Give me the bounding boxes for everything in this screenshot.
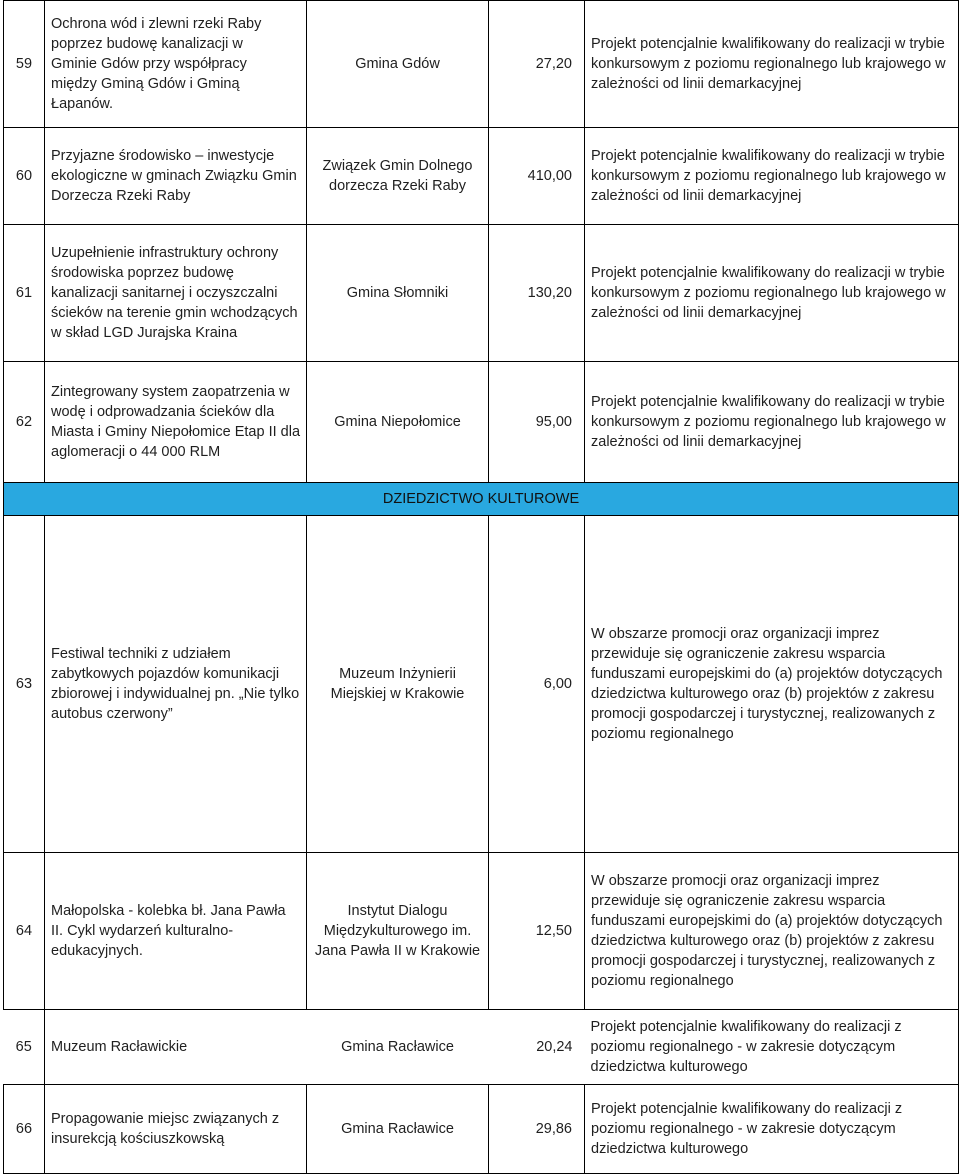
- beneficiary: Gmina Racławice: [307, 1085, 489, 1174]
- section-heading: DZIEDZICTWO KULTUROWE: [4, 483, 959, 516]
- implementation-mode: Projekt potencjalnie kwalifikowany do realizacji w trybie konkursowym z poziomu regionalnego lub krajowego w zależności od linii demarkacyjnej: [585, 362, 959, 483]
- project-name: Propagowanie miejsc związanych z insurekcją kościuszkowską: [45, 1085, 307, 1174]
- beneficiary: Gmina Gdów: [307, 1, 489, 128]
- beneficiary: Gmina Racławice: [341, 1039, 454, 1055]
- implementation-mode: Projekt potencjalnie kwalifikowany do realizacji w trybie konkursowym z poziomu regionalnego lub krajowego w zależności od linii demarkacyjnej: [585, 1, 959, 128]
- amount: 95,00: [489, 362, 585, 483]
- row-number: 61: [4, 225, 45, 362]
- row-number: 63: [4, 516, 45, 853]
- project-name: Uzupełnienie infrastruktury ochrony środowiska poprzez budowę kanalizacji sanitarnej i oczyszczalni ścieków na terenie gmin wchodzących w skład LGD Jurajska Kraina: [45, 225, 307, 362]
- project-name: Zintegrowany system zaopatrzenia w wodę i odprowadzania ścieków dla Miasta i Gminy Niepołomice Etap II dla aglomeracji o 44 000 RLM: [45, 362, 307, 483]
- beneficiary: Gmina Niepołomice: [307, 362, 489, 483]
- amount: 410,00: [489, 128, 585, 225]
- implementation-mode: Projekt potencjalnie kwalifikowany do realizacji w trybie konkursowym z poziomu regionalnego lub krajowego w zależności od linii demarkacyjnej: [585, 225, 959, 362]
- table-row: [4, 1, 959, 128]
- beneficiary: Instytut Dialogu Międzykulturowego im. Jana Pawła II w Krakowie: [307, 853, 489, 1010]
- amount: 20,24: [536, 1039, 573, 1055]
- row-number: 62: [4, 362, 45, 483]
- amount: 29,86: [489, 1085, 585, 1174]
- beneficiary: Związek Gmin Dolnego dorzecza Rzeki Raby: [307, 128, 489, 225]
- project-table: [3, 0, 959, 1174]
- section-heading-row: [4, 483, 959, 516]
- project-name: Muzeum Racławickie: [51, 1039, 188, 1055]
- implementation-mode: W obszarze promocji oraz organizacji imprez przewiduje się ograniczenie zakresu wsparcia funduszami europejskimi do (a) projektów dotyczących dziedzictwa kulturowego oraz (b) projektów z zakresu promocji gospodarczej i turystycznej, realizowanych z poziomu regionalnego: [585, 516, 959, 853]
- table-row: [4, 128, 959, 225]
- amount: 27,20: [489, 1, 585, 128]
- row-number: 65: [4, 1010, 45, 1085]
- project-name: Małopolska - kolebka bł. Jana Pawła II. Cykl wydarzeń kulturalno-edukacyjnych.: [45, 853, 307, 1010]
- amount: 130,20: [489, 225, 585, 362]
- table-row: [4, 853, 959, 1010]
- row-number: 64: [4, 853, 45, 1010]
- table-row: [4, 225, 959, 362]
- implementation-mode: Projekt potencjalnie kwalifikowany do realizacji z poziomu regionalnego - w zakresie dotyczącym dziedzictwa kulturowego: [585, 1085, 959, 1174]
- project-table-container: [3, 0, 958, 1174]
- row-number: 66: [4, 1085, 45, 1174]
- row-number: 59: [4, 1, 45, 128]
- beneficiary: Muzeum Inżynierii Miejskiej w Krakowie: [307, 516, 489, 853]
- table-row: [4, 516, 959, 853]
- implementation-mode: W obszarze promocji oraz organizacji imprez przewiduje się ograniczenie zakresu wsparcia funduszami europejskimi do (a) projektów dotyczących dziedzictwa kulturowego oraz (b) projektów z zakresu promocji gospodarczej i turystycznej, realizowanych z poziomu regionalnego: [585, 853, 959, 1010]
- amount: 12,50: [489, 853, 585, 1010]
- project-name: Festiwal techniki z udziałem zabytkowych pojazdów komunikacji zbiorowej i indywidualnej pn. „Nie tylko autobus czerwony”: [45, 516, 307, 853]
- table-row: [4, 362, 959, 483]
- table-row: [4, 1010, 959, 1085]
- beneficiary: Gmina Słomniki: [307, 225, 489, 362]
- implementation-mode: Projekt potencjalnie kwalifikowany do realizacji z poziomu regionalnego - w zakresie dotyczącym dziedzictwa kulturowego: [585, 1010, 959, 1085]
- project-name: Ochrona wód i zlewni rzeki Raby poprzez budowę kanalizacji w Gminie Gdów przy współpracy między Gminą Gdów i Gminą Łapanów.: [45, 1, 307, 128]
- implementation-mode: Projekt potencjalnie kwalifikowany do realizacji w trybie konkursowym z poziomu regionalnego lub krajowego w zależności od linii demarkacyjnej: [585, 128, 959, 225]
- table-row: [4, 1085, 959, 1174]
- project-name: Przyjazne środowisko – inwestycje ekologiczne w gminach Związku Gmin Dorzecza Rzeki Raby: [45, 128, 307, 225]
- amount: 6,00: [489, 516, 585, 853]
- row-number: 60: [4, 128, 45, 225]
